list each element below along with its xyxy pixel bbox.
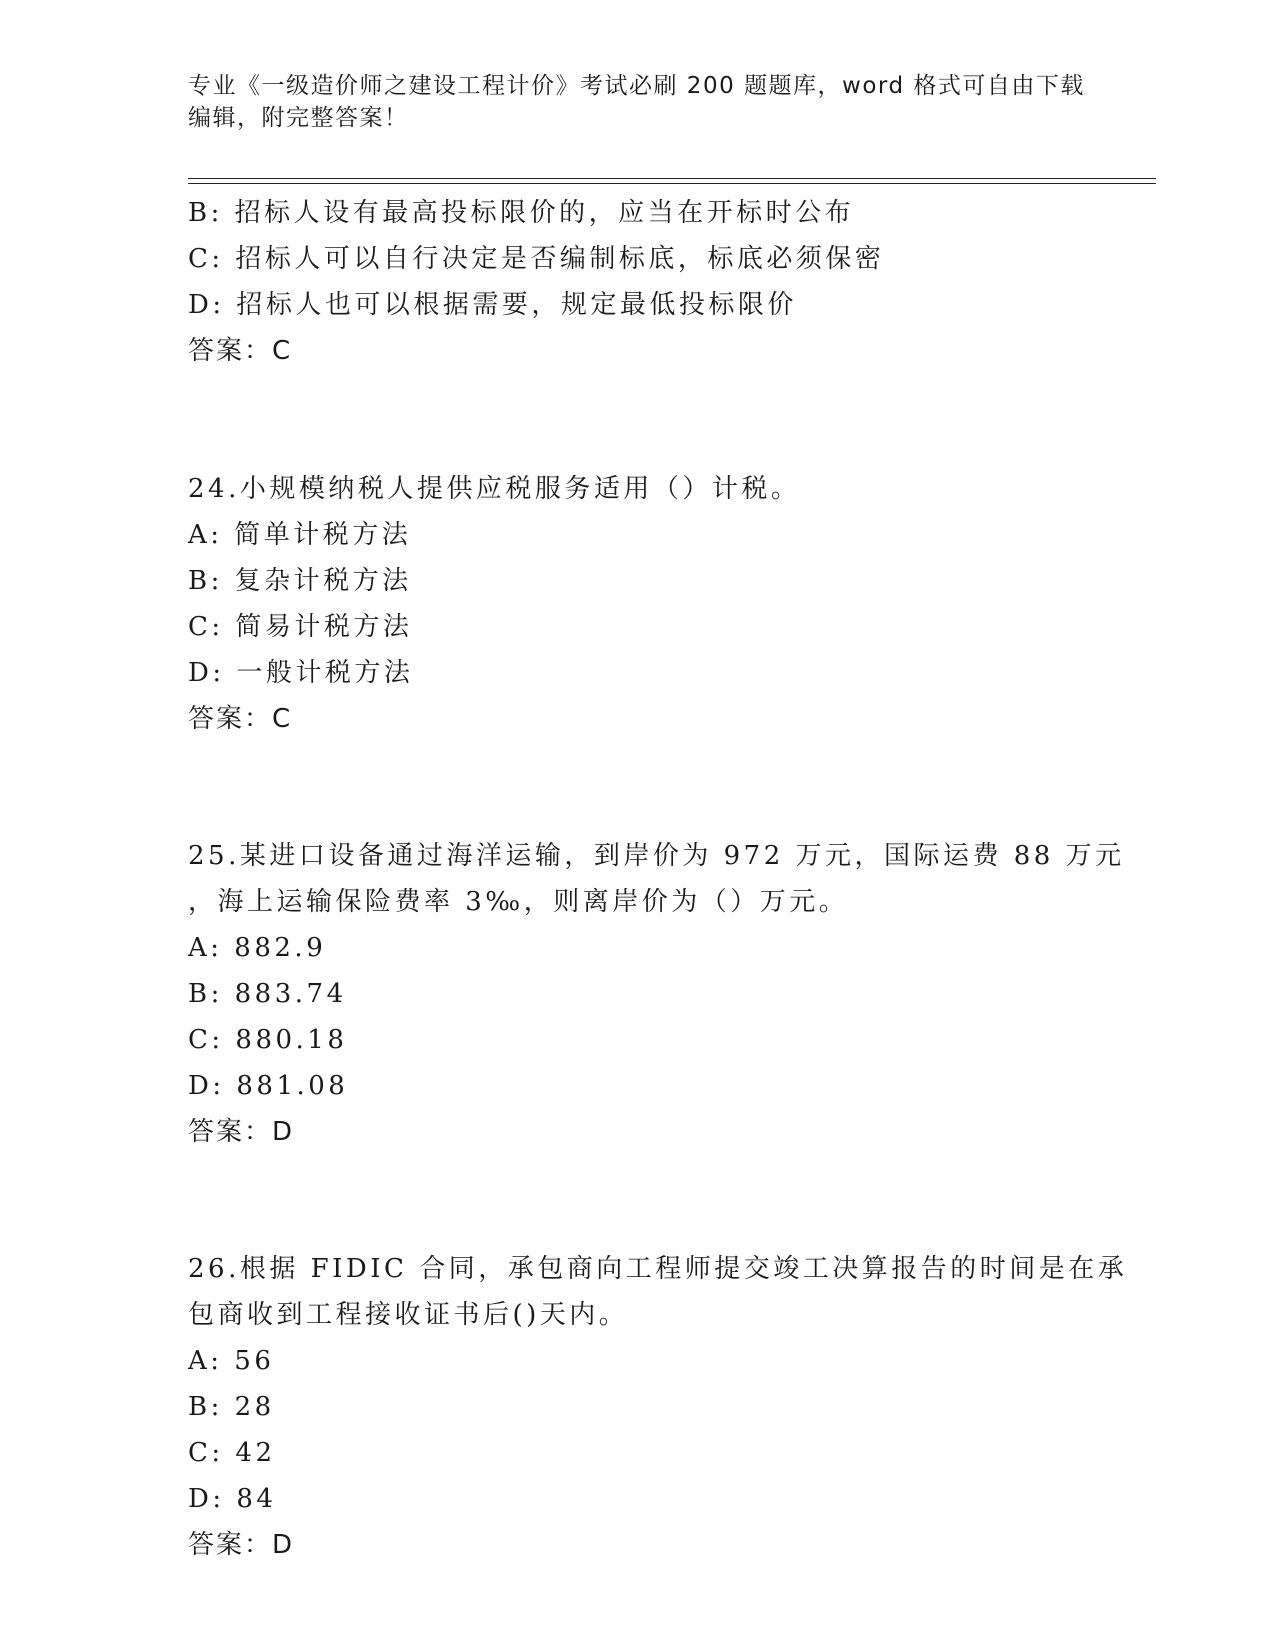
option-d: D: 招标人也可以根据需要，规定最低投标限价 (188, 290, 797, 320)
option-b: B: 复杂计税方法 (188, 566, 412, 596)
option-a: A: 56 (188, 1346, 275, 1376)
question-26 (188, 1246, 1148, 1568)
answer: 答案：D (188, 1117, 295, 1147)
header-line-1: 专业《一级造价师之建设工程计价》考试必刷 200 题题库，word 格式可自由下载 (188, 73, 1085, 99)
answer: 答案：D (188, 1530, 295, 1560)
question-23-tail (188, 190, 1148, 374)
answer: 答案：C (188, 336, 293, 366)
header-divider-top (188, 178, 1156, 179)
option-d: D: 881.08 (188, 1071, 349, 1101)
question-25 (188, 833, 1148, 1155)
option-b: B: 招标人设有最高投标限价的，应当在开标时公布 (188, 198, 855, 228)
spacer (188, 374, 1148, 466)
option-c: C: 简易计税方法 (188, 612, 413, 642)
question-stem-line-1: 26.根据 FIDIC 合同，承包商向工程师提交竣工决算报告的时间是在承 (188, 1254, 1128, 1284)
question-stem-line-1: 25.某进口设备通过海洋运输，到岸价为 972 万元，国际运费 88 万元 (188, 841, 1125, 871)
question-stem-line-2: ，海上运输保险费率 3‰，则离岸价为（）万元。 (188, 887, 849, 917)
option-c: C: 招标人可以自行决定是否编制标底，标底必须保密 (188, 244, 885, 274)
question-stem: 24.小规模纳税人提供应税服务适用（）计税。 (188, 474, 801, 504)
option-d: D: 一般计税方法 (188, 658, 414, 688)
option-c: C: 880.18 (188, 1025, 348, 1055)
option-c: C: 42 (188, 1438, 276, 1468)
answer: 答案：C (188, 704, 293, 734)
option-b: B: 883.74 (188, 979, 347, 1009)
question-stem-line-2: 包商收到工程接收证书后()天内。 (188, 1300, 629, 1330)
question-24 (188, 466, 1148, 742)
document-header (188, 70, 1088, 134)
option-a: A: 882.9 (188, 933, 327, 963)
option-d: D: 84 (188, 1484, 277, 1514)
spacer (188, 742, 1148, 833)
option-a: A: 简单计税方法 (188, 520, 412, 550)
question-list (188, 190, 1148, 1568)
option-b: B: 28 (188, 1392, 275, 1422)
spacer (188, 1155, 1148, 1246)
header-divider-bottom (188, 183, 1156, 184)
header-line-2: 编辑，附完整答案！ (188, 105, 409, 131)
